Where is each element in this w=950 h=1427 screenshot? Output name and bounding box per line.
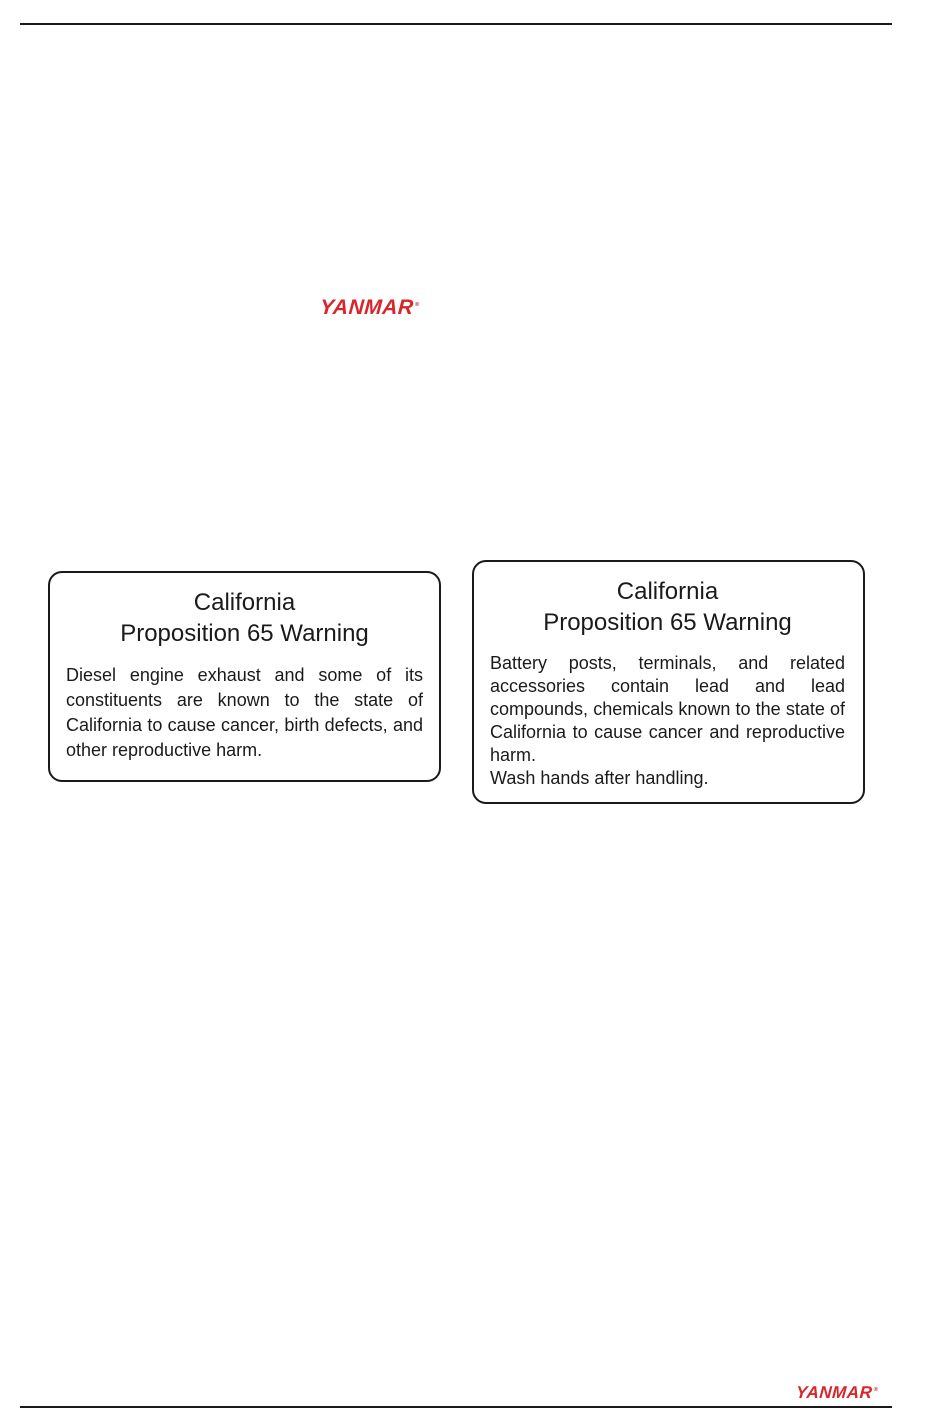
prop65-warning-battery: [472, 560, 865, 804]
warning-body: Battery posts, terminals, and related accessories contain lead and lead compounds, chemicals known to the state of California to cause cancer and reproductive harm.: [490, 653, 845, 765]
footer-rule: [20, 1406, 892, 1408]
warning-title-line2: Proposition 65 Warning: [120, 620, 369, 647]
prop65-warning-exhaust: [48, 571, 441, 782]
yanmar-footer-logo-text: YANMAR: [795, 1383, 874, 1402]
warning-title-line1: California: [616, 578, 719, 605]
yanmar-footer-logo: [795, 1383, 879, 1403]
yanmar-logo-text: YANMAR: [319, 296, 415, 319]
warning-title-line2: Proposition 65 Warning: [543, 609, 792, 636]
yanmar-logo: [319, 296, 420, 320]
warning-title-line1: California: [193, 589, 296, 616]
warning-extra-instruction: Wash hands after handling.: [490, 768, 709, 788]
warning-body: Diesel engine exhaust and some of its constituents are known to the state of California to cause cancer, birth defects, and other reproductive harm.: [66, 665, 423, 760]
warning-title: [66, 587, 423, 649]
warning-title: [490, 576, 845, 638]
header-rule: [20, 23, 892, 25]
registered-mark: ®: [414, 302, 420, 308]
registered-mark: ®: [873, 1387, 879, 1394]
